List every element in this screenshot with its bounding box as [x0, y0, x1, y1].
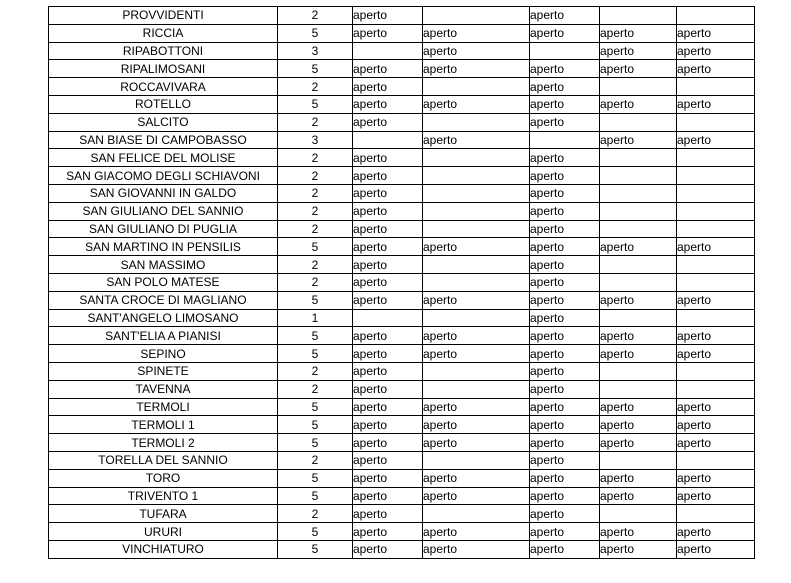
- day-status-cell: [677, 220, 755, 238]
- table-row: [49, 398, 755, 416]
- day-status-cell: aperto: [530, 540, 600, 558]
- day-status-cell: [423, 362, 530, 380]
- day-status-cell: aperto: [530, 202, 600, 220]
- day-status-cell: aperto: [423, 95, 530, 113]
- day-status-cell: aperto: [530, 238, 600, 256]
- day-status-cell: aperto: [530, 451, 600, 469]
- municipality-name-cell: TERMOLI 2: [49, 434, 278, 452]
- municipality-name-cell: SAN FELICE DEL MOLISE: [49, 149, 278, 167]
- table-row: [49, 202, 755, 220]
- municipality-name-cell: RICCIA: [49, 24, 278, 42]
- day-status-cell: aperto: [530, 184, 600, 202]
- day-status-cell: [353, 131, 423, 149]
- municipality-name-cell: URURI: [49, 523, 278, 541]
- day-status-cell: [600, 7, 677, 25]
- day-status-cell: aperto: [353, 523, 423, 541]
- table-row: [49, 220, 755, 238]
- day-status-cell: aperto: [353, 540, 423, 558]
- municipality-name-cell: SAN GIULIANO DI PUGLIA: [49, 220, 278, 238]
- day-status-cell: aperto: [353, 220, 423, 238]
- day-status-cell: [530, 42, 600, 60]
- municipality-name-cell: TERMOLI: [49, 398, 278, 416]
- day-status-cell: aperto: [353, 78, 423, 96]
- day-status-cell: aperto: [423, 238, 530, 256]
- table-row: [49, 78, 755, 96]
- day-status-cell: aperto: [530, 469, 600, 487]
- day-status-cell: [600, 78, 677, 96]
- day-status-cell: aperto: [353, 256, 423, 274]
- open-days-count-cell: 5: [278, 469, 353, 487]
- municipality-name-cell: SAN BIASE DI CAMPOBASSO: [49, 131, 278, 149]
- municipality-name-cell: TUFARA: [49, 505, 278, 523]
- day-status-cell: aperto: [530, 380, 600, 398]
- day-status-cell: [600, 309, 677, 327]
- day-status-cell: aperto: [677, 131, 755, 149]
- open-days-count-cell: 5: [278, 434, 353, 452]
- day-status-cell: aperto: [530, 362, 600, 380]
- day-status-cell: [600, 273, 677, 291]
- table-row: [49, 256, 755, 274]
- day-status-cell: aperto: [353, 167, 423, 185]
- day-status-cell: [600, 167, 677, 185]
- day-status-cell: aperto: [530, 345, 600, 363]
- table-row: [49, 273, 755, 291]
- municipality-name-cell: SANT'ELIA A PIANISI: [49, 327, 278, 345]
- table-row: [49, 327, 755, 345]
- day-status-cell: aperto: [353, 345, 423, 363]
- day-status-cell: aperto: [677, 291, 755, 309]
- day-status-cell: aperto: [530, 95, 600, 113]
- table-row: [49, 469, 755, 487]
- open-days-count-cell: 5: [278, 327, 353, 345]
- day-status-cell: aperto: [353, 380, 423, 398]
- day-status-cell: aperto: [353, 327, 423, 345]
- open-days-count-cell: 2: [278, 505, 353, 523]
- day-status-cell: aperto: [530, 7, 600, 25]
- day-status-cell: [423, 220, 530, 238]
- day-status-cell: aperto: [423, 434, 530, 452]
- day-status-cell: aperto: [530, 327, 600, 345]
- table-row: [49, 362, 755, 380]
- day-status-cell: aperto: [530, 60, 600, 78]
- day-status-cell: [600, 149, 677, 167]
- day-status-cell: [677, 451, 755, 469]
- open-days-count-cell: 2: [278, 113, 353, 131]
- day-status-cell: aperto: [600, 60, 677, 78]
- table-row: [49, 309, 755, 327]
- open-days-count-cell: 2: [278, 451, 353, 469]
- day-status-cell: [423, 113, 530, 131]
- day-status-cell: aperto: [353, 202, 423, 220]
- day-status-cell: aperto: [353, 398, 423, 416]
- open-days-count-cell: 5: [278, 95, 353, 113]
- day-status-cell: aperto: [353, 487, 423, 505]
- table-row: [49, 131, 755, 149]
- day-status-cell: aperto: [677, 24, 755, 42]
- day-status-cell: aperto: [600, 416, 677, 434]
- day-status-cell: aperto: [530, 113, 600, 131]
- day-status-cell: aperto: [423, 327, 530, 345]
- day-status-cell: aperto: [353, 362, 423, 380]
- day-status-cell: [423, 202, 530, 220]
- day-status-cell: aperto: [600, 42, 677, 60]
- day-status-cell: aperto: [353, 113, 423, 131]
- table-row: [49, 451, 755, 469]
- day-status-cell: aperto: [600, 523, 677, 541]
- day-status-cell: aperto: [423, 469, 530, 487]
- day-status-cell: aperto: [423, 60, 530, 78]
- day-status-cell: aperto: [530, 149, 600, 167]
- day-status-cell: aperto: [423, 398, 530, 416]
- day-status-cell: [530, 131, 600, 149]
- municipality-name-cell: SAN MARTINO IN PENSILIS: [49, 238, 278, 256]
- municipality-name-cell: RIPALIMOSANI: [49, 60, 278, 78]
- day-status-cell: aperto: [677, 238, 755, 256]
- municipality-name-cell: SEPINO: [49, 345, 278, 363]
- day-status-cell: [677, 167, 755, 185]
- day-status-cell: aperto: [530, 416, 600, 434]
- opening-schedule-table: [48, 6, 755, 559]
- day-status-cell: [677, 309, 755, 327]
- day-status-cell: aperto: [677, 487, 755, 505]
- open-days-count-cell: 1: [278, 309, 353, 327]
- day-status-cell: [423, 184, 530, 202]
- day-status-cell: aperto: [677, 434, 755, 452]
- table-row: [49, 42, 755, 60]
- day-status-cell: aperto: [600, 434, 677, 452]
- day-status-cell: aperto: [530, 291, 600, 309]
- day-status-cell: [677, 362, 755, 380]
- day-status-cell: aperto: [600, 291, 677, 309]
- day-status-cell: [423, 451, 530, 469]
- day-status-cell: aperto: [353, 24, 423, 42]
- day-status-cell: aperto: [530, 167, 600, 185]
- day-status-cell: aperto: [353, 451, 423, 469]
- day-status-cell: aperto: [600, 24, 677, 42]
- day-status-cell: aperto: [423, 291, 530, 309]
- day-status-cell: [677, 273, 755, 291]
- day-status-cell: aperto: [600, 345, 677, 363]
- table-row: [49, 60, 755, 78]
- day-status-cell: [353, 309, 423, 327]
- municipality-name-cell: SPINETE: [49, 362, 278, 380]
- day-status-cell: aperto: [353, 238, 423, 256]
- municipality-name-cell: SAN GIACOMO DEGLI SCHIAVONI: [49, 167, 278, 185]
- table-row: [49, 487, 755, 505]
- day-status-cell: aperto: [353, 434, 423, 452]
- municipality-name-cell: ROTELLO: [49, 95, 278, 113]
- day-status-cell: [600, 451, 677, 469]
- day-status-cell: aperto: [677, 95, 755, 113]
- open-days-count-cell: 5: [278, 416, 353, 434]
- day-status-cell: aperto: [353, 95, 423, 113]
- open-days-count-cell: 5: [278, 24, 353, 42]
- open-days-count-cell: 5: [278, 540, 353, 558]
- day-status-cell: aperto: [530, 220, 600, 238]
- table-row: [49, 505, 755, 523]
- day-status-cell: aperto: [353, 60, 423, 78]
- municipality-name-cell: PROVVIDENTI: [49, 7, 278, 25]
- day-status-cell: [423, 309, 530, 327]
- day-status-cell: aperto: [353, 184, 423, 202]
- day-status-cell: [600, 184, 677, 202]
- municipality-name-cell: SAN GIOVANNI IN GALDO: [49, 184, 278, 202]
- table-row: [49, 149, 755, 167]
- table-body: [49, 7, 755, 559]
- day-status-cell: aperto: [530, 309, 600, 327]
- municipality-name-cell: TAVENNA: [49, 380, 278, 398]
- municipality-name-cell: SALCITO: [49, 113, 278, 131]
- day-status-cell: [677, 202, 755, 220]
- municipality-name-cell: RIPABOTTONI: [49, 42, 278, 60]
- municipality-name-cell: TORO: [49, 469, 278, 487]
- municipality-name-cell: VINCHIATURO: [49, 540, 278, 558]
- day-status-cell: aperto: [677, 345, 755, 363]
- day-status-cell: aperto: [600, 398, 677, 416]
- day-status-cell: [423, 273, 530, 291]
- day-status-cell: aperto: [423, 416, 530, 434]
- day-status-cell: aperto: [423, 345, 530, 363]
- open-days-count-cell: 2: [278, 202, 353, 220]
- table-row: [49, 345, 755, 363]
- open-days-count-cell: 5: [278, 291, 353, 309]
- open-days-count-cell: 2: [278, 256, 353, 274]
- day-status-cell: aperto: [530, 256, 600, 274]
- open-days-count-cell: 5: [278, 398, 353, 416]
- table-row: [49, 113, 755, 131]
- day-status-cell: [677, 380, 755, 398]
- day-status-cell: aperto: [677, 42, 755, 60]
- municipality-name-cell: SANTA CROCE DI MAGLIANO: [49, 291, 278, 309]
- day-status-cell: aperto: [600, 327, 677, 345]
- day-status-cell: [600, 380, 677, 398]
- day-status-cell: aperto: [353, 273, 423, 291]
- day-status-cell: aperto: [600, 131, 677, 149]
- municipality-name-cell: TORELLA DEL SANNIO: [49, 451, 278, 469]
- day-status-cell: aperto: [600, 95, 677, 113]
- open-days-count-cell: 2: [278, 184, 353, 202]
- day-status-cell: aperto: [423, 540, 530, 558]
- municipality-name-cell: SAN GIULIANO DEL SANNIO: [49, 202, 278, 220]
- day-status-cell: aperto: [353, 505, 423, 523]
- table-row: [49, 291, 755, 309]
- day-status-cell: aperto: [423, 131, 530, 149]
- open-days-count-cell: 5: [278, 238, 353, 256]
- day-status-cell: [423, 78, 530, 96]
- day-status-cell: aperto: [530, 487, 600, 505]
- day-status-cell: [353, 42, 423, 60]
- day-status-cell: [677, 113, 755, 131]
- day-status-cell: [600, 256, 677, 274]
- open-days-count-cell: 2: [278, 167, 353, 185]
- open-days-count-cell: 2: [278, 220, 353, 238]
- day-status-cell: aperto: [423, 24, 530, 42]
- open-days-count-cell: 3: [278, 131, 353, 149]
- day-status-cell: aperto: [600, 540, 677, 558]
- day-status-cell: aperto: [530, 505, 600, 523]
- day-status-cell: aperto: [677, 327, 755, 345]
- open-days-count-cell: 5: [278, 487, 353, 505]
- day-status-cell: aperto: [530, 24, 600, 42]
- day-status-cell: aperto: [677, 60, 755, 78]
- day-status-cell: aperto: [353, 291, 423, 309]
- table-row: [49, 238, 755, 256]
- table-row: [49, 24, 755, 42]
- day-status-cell: aperto: [530, 523, 600, 541]
- day-status-cell: [423, 167, 530, 185]
- municipality-name-cell: SAN POLO MATESE: [49, 273, 278, 291]
- day-status-cell: aperto: [530, 273, 600, 291]
- day-status-cell: [677, 78, 755, 96]
- day-status-cell: [423, 149, 530, 167]
- day-status-cell: aperto: [423, 487, 530, 505]
- table-row: [49, 523, 755, 541]
- open-days-count-cell: 2: [278, 380, 353, 398]
- day-status-cell: aperto: [530, 78, 600, 96]
- day-status-cell: aperto: [423, 42, 530, 60]
- day-status-cell: [600, 505, 677, 523]
- open-days-count-cell: 2: [278, 78, 353, 96]
- table-row: [49, 416, 755, 434]
- day-status-cell: aperto: [677, 416, 755, 434]
- day-status-cell: aperto: [353, 416, 423, 434]
- open-days-count-cell: 2: [278, 273, 353, 291]
- open-days-count-cell: 2: [278, 362, 353, 380]
- day-status-cell: aperto: [600, 469, 677, 487]
- table-row: [49, 95, 755, 113]
- municipality-name-cell: TRIVENTO 1: [49, 487, 278, 505]
- day-status-cell: [423, 7, 530, 25]
- day-status-cell: [600, 362, 677, 380]
- day-status-cell: aperto: [423, 523, 530, 541]
- table-row: [49, 540, 755, 558]
- day-status-cell: [677, 184, 755, 202]
- day-status-cell: [423, 256, 530, 274]
- open-days-count-cell: 3: [278, 42, 353, 60]
- day-status-cell: [677, 256, 755, 274]
- open-days-count-cell: 5: [278, 523, 353, 541]
- open-days-count-cell: 5: [278, 345, 353, 363]
- municipality-name-cell: ROCCAVIVARA: [49, 78, 278, 96]
- day-status-cell: [600, 202, 677, 220]
- day-status-cell: aperto: [600, 238, 677, 256]
- municipality-name-cell: SAN MASSIMO: [49, 256, 278, 274]
- day-status-cell: aperto: [530, 434, 600, 452]
- day-status-cell: [423, 380, 530, 398]
- day-status-cell: [677, 7, 755, 25]
- municipality-name-cell: TERMOLI 1: [49, 416, 278, 434]
- open-days-count-cell: 5: [278, 60, 353, 78]
- day-status-cell: aperto: [353, 149, 423, 167]
- day-status-cell: [423, 505, 530, 523]
- open-days-count-cell: 2: [278, 7, 353, 25]
- day-status-cell: [600, 220, 677, 238]
- day-status-cell: aperto: [677, 398, 755, 416]
- day-status-cell: aperto: [677, 523, 755, 541]
- municipality-name-cell: SANT'ANGELO LIMOSANO: [49, 309, 278, 327]
- day-status-cell: aperto: [600, 487, 677, 505]
- table-row: [49, 7, 755, 25]
- day-status-cell: [600, 113, 677, 131]
- table-row: [49, 434, 755, 452]
- day-status-cell: [677, 149, 755, 167]
- day-status-cell: aperto: [677, 540, 755, 558]
- day-status-cell: aperto: [677, 469, 755, 487]
- table-row: [49, 380, 755, 398]
- table-row: [49, 184, 755, 202]
- open-days-count-cell: 2: [278, 149, 353, 167]
- day-status-cell: aperto: [353, 469, 423, 487]
- day-status-cell: [677, 505, 755, 523]
- day-status-cell: aperto: [530, 398, 600, 416]
- day-status-cell: aperto: [353, 7, 423, 25]
- table-row: [49, 167, 755, 185]
